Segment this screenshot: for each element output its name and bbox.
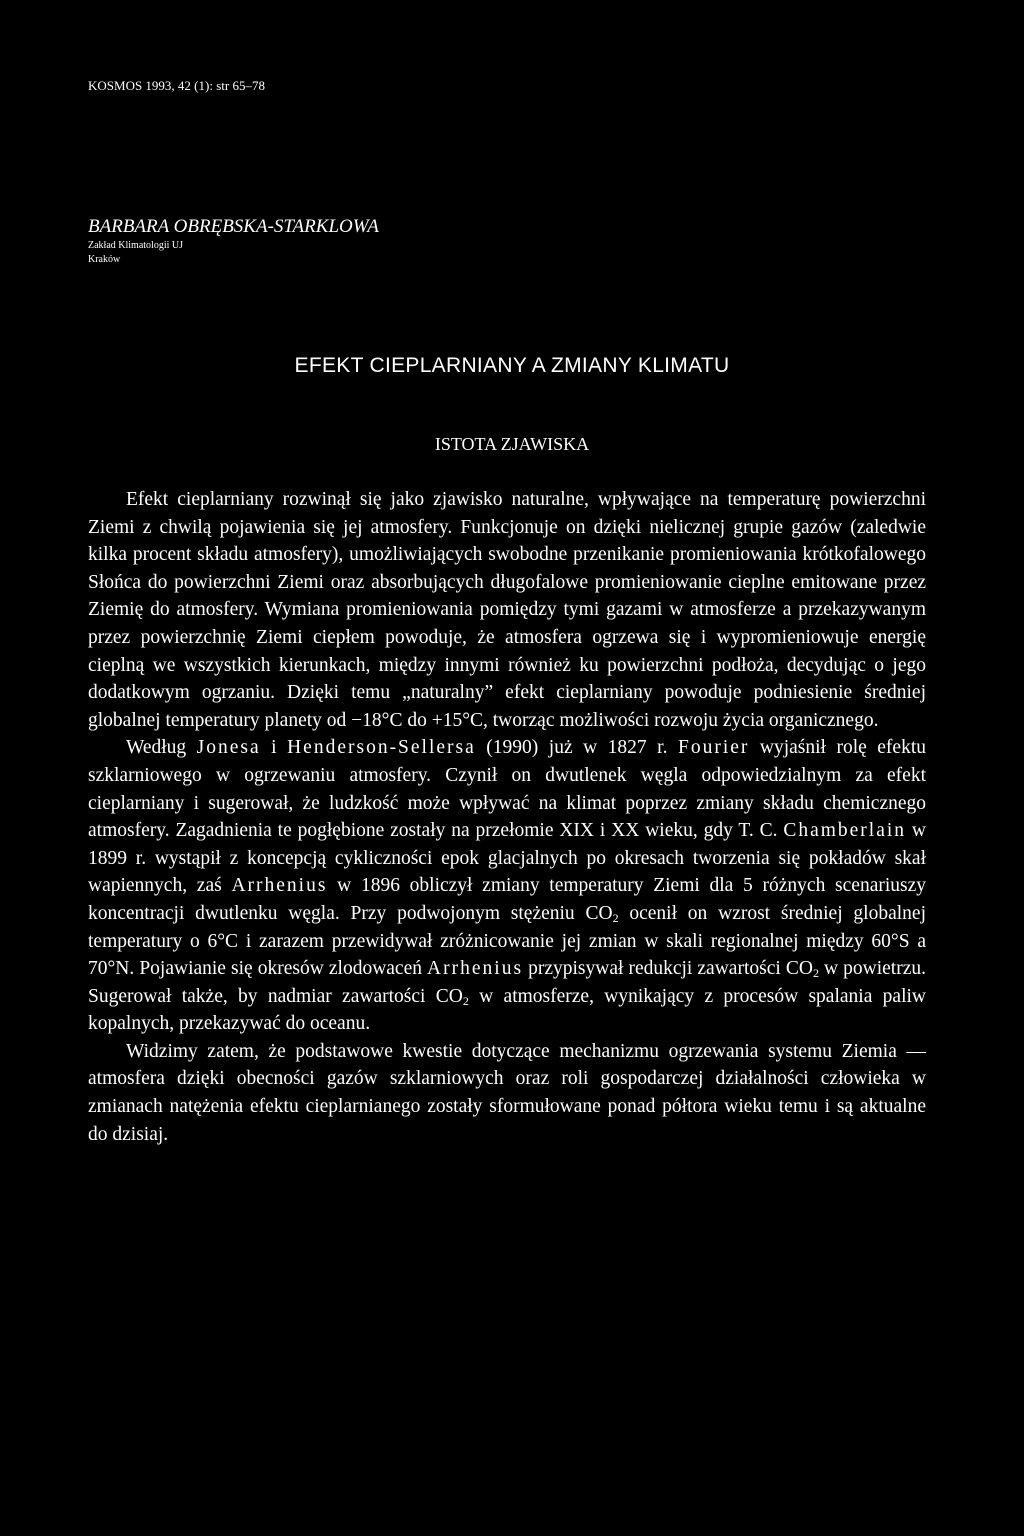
paragraph-1: Efekt cieplarniany rozwinął się jako zjawisko naturalne, wpływające na temperaturę powierzchni Ziemi z chwilą pojawienia się jej atmosfery. Funkcjonuje on dzięki nielicznej grupie gazów (zaledwie kilka procent składu atmosfery), umożliwiających swobodne przenikanie promieniowania krótkofalowego Słońca do powierzchni Ziemi oraz absorbujących długofalowe promieniowanie cieplne emitowane przez Ziemię do atmosfery. Wymiana promieniowania pomiędzy tymi gazami w atmosferze a przekazywanym przez powierzchnię Ziemi ciepłem powoduje, że atmosfera ogrzewa się i wypromieniowuje energię cieplną we wszystkich kierunkach, między innymi również ku powierzchni podłoża, decydując o jego dodatkowym ogrzaniu. Dzięki temu „naturalny” efekt cieplarniany powoduje podniesienie średniej globalnej temperatury planety od −18°C do +15°C, tworząc możliwości rozwoju życia organicznego. bbox=[88, 489, 926, 731]
cited-author: Arrhenius bbox=[427, 958, 524, 980]
cited-author: Henderson-Sellersa bbox=[287, 737, 476, 759]
author-name: BARBARA OBRĘBSKA-STARKLOWA bbox=[88, 216, 379, 237]
cited-author: Arrhenius bbox=[231, 875, 328, 897]
paragraph-2: Według Jonesa i Henderson-Sellersa (1990) już w 1827 r. Fourier wyjaśnił rolę efektu szklarniowego w ogrzewaniu atmosfery. Czynił on dwutlenek węgla odpowiedzialnym za efekt cieplarniany i sugerował, że ludzkość może wpływać na klimat poprzez zmiany składu chemicznego atmosfery. Zagadnienia te pogłębione zostały na przełomie XIX i XX wieku, gdy T. C. Chamberlain w 1899 r. wystąpił z koncepcją cykliczności epok glacjalnych po okresach tworzenia się pokładów skał wapiennych, zaś Arrhenius w 1896 obliczył zmiany temperatury Ziemi dla 5 różnych scenariuszy koncentracji dwutlenku węgla. Przy podwojonym stężeniu $CO_2$ ocenił on wzrost średniej globalnej temperatury o 6°C i zarazem przewidywał zróżnicowanie jej zmian w skali regionalnej między 60°S a 70°N. Pojawianie się okresów zlodowaceń Arrhenius przypisywał redukcji zawartości $CO_2$ w powietrzu. Sugerował także, by nadmiar zawartości $CO_2$ w atmosferze, wynikający z procesów spalania paliw kopalnych, przekazywać do oceanu. bbox=[88, 737, 927, 1035]
article-title: EFEKT CIEPLARNIANY A ZMIANY KLIMATU bbox=[294, 354, 730, 377]
cited-author: Fourier bbox=[677, 737, 750, 759]
author-affiliation: Zakład Klimatologii UJ bbox=[88, 240, 183, 251]
paragraph-3: Widzimy zatem, że podstawowe kwestie dotyczące mechanizmu ogrzewania systemu Ziemia — atmosfera dzięki obecności gazów szklarniowych oraz roli gospodarczej działalności człowieka w zmianach natężenia efektu cieplarnianego zostały sformułowane ponad półtora wieku temu i są aktualne do dzisiaj. bbox=[88, 1040, 926, 1145]
journal-citation: KOSMOS 1993, 42 (1): str 65–78 bbox=[88, 78, 265, 93]
article-body bbox=[88, 486, 926, 1148]
cited-author: Chamberlain bbox=[783, 820, 907, 842]
section-heading: ISTOTA ZJAWISKA bbox=[434, 434, 590, 454]
author-city: Kraków bbox=[88, 254, 121, 265]
cited-author: Jonesa bbox=[196, 737, 261, 759]
